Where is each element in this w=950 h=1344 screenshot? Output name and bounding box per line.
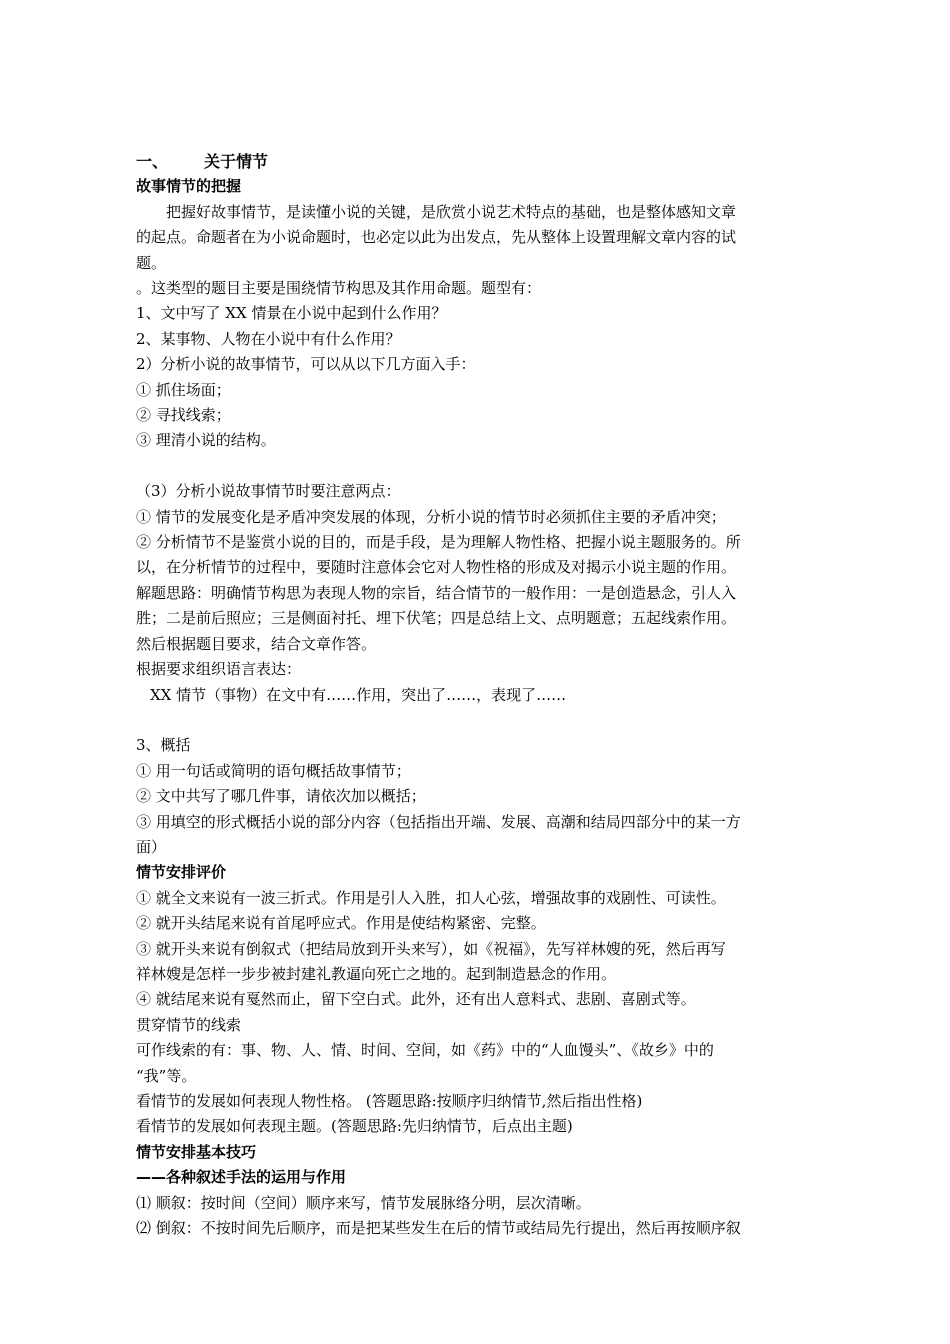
paragraph-line: “我”等。 (136, 1066, 197, 1085)
list-item: ② 分析情节不是鉴赏小说的目的，而是手段，是为理解人物性格、把握小说主题服务的。所 (136, 533, 741, 552)
paragraph-line: 胜；二是前后照应；三是侧面衬托、埋下伏笔；四是总结上文、点明题意；五起线索作用。 (136, 609, 737, 628)
list-item: ④ 就结尾来说有戛然而止，留下空白式。此外，还有出人意料式、悲剧、喜剧式等。 (136, 990, 696, 1009)
list-item: ⑴ 顺叙：按时间（空间）顺序来写，情节发展脉络分明，层次清晰。 (136, 1193, 591, 1212)
list-item: ① 情节的发展变化是矛盾冲突发展的体现，分析小说的情节时必须抓住主要的矛盾冲突； (136, 507, 726, 526)
heading-one (136, 149, 816, 174)
list-item: ① 就全文来说有一波三折式。作用是引人入胜，扣人心弦，增强故事的戏剧性、可读性。 (136, 888, 726, 907)
question-types-intro: 。这类型的题目主要是围绕情节构思及其作用命题。题型有： (136, 279, 542, 298)
notes-title: （3）分析小说故事情节时要注意两点： (136, 482, 401, 501)
expression-title: 根据要求组织语言表达： (136, 660, 302, 679)
paragraph-line: 的起点。命题者在为小说命题时，也必定以此为出发点，先从整体上设置理解文章内容的试 (136, 228, 737, 247)
paragraph-line: 然后根据题目要求，结合文章作答。 (136, 634, 377, 653)
heading-number: 一、 (136, 152, 169, 171)
section-title-plot-techniques: 情节安排基本技巧 (136, 1142, 257, 1161)
list-item: ③ 理清小说的结构。 (136, 431, 276, 450)
list-item: ③ 就开头来说有倒叙式（把结局放到开头来写），如《祝福》，先写祥林嫂的死，然后再写 (136, 939, 726, 958)
question-item: 1、文中写了 XX 情景在小说中起到什么作用？ (136, 304, 447, 323)
paragraph-line: 可作线索的有：事、物、人、情、时间、空间，如《药》中的“人血馒头”、《故乡》中的 (136, 1041, 714, 1060)
document-body (136, 149, 816, 1241)
paragraph-line: 祥林嫂是怎样一步步被封建礼教逼向死亡之地的。起到制造悬念的作用。 (136, 964, 617, 983)
paragraph-line: 把握好故事情节，是读懂小说的关键，是欣赏小说艺术特点的基础，也是整体感知文章 (166, 202, 737, 221)
blank-line (136, 454, 816, 479)
paragraph-line: 看情节的发展如何表现主题。(答题思路:先归纳情节，后点出主题) (136, 1117, 573, 1136)
section-subtitle: ——各种叙述手法的运用与作用 (136, 1168, 347, 1187)
list-item: ① 用一句话或简明的语句概括故事情节； (136, 761, 411, 780)
list-item: ③ 用填空的形式概括小说的部分内容（包括指出开端、发展、高潮和结局四部分中的某一方 (136, 812, 741, 831)
question-item: 2、某事物、人物在小说中有什么作用？ (136, 329, 401, 348)
paragraph-line: 看情节的发展如何表现人物性格。 (答题思路:按顺序归纳情节,然后指出性格) (136, 1092, 643, 1110)
list-item: ② 就开头结尾来说有首尾呼应式。作用是使结构紧密、完整。 (136, 914, 546, 933)
paragraph-line: 面） (136, 837, 167, 856)
clue-title: 贯穿情节的线索 (136, 1015, 242, 1034)
expression-template: XX 情节（事物）在文中有……作用，突出了……，表现了…… (150, 685, 567, 704)
heading-title: 关于情节 (204, 152, 269, 171)
paragraph-line: 解题思路：明确情节构思为表现人物的宗旨，结合情节的一般作用：一是创造悬念，引人入 (136, 583, 737, 602)
paragraph-line: 以，在分析情节的过程中，要随时注意体会它对人物性格的形成及对揭示小说主题的作用。 (136, 558, 737, 577)
list-item: ⑵ 倒叙：不按时间先后顺序，而是把某些发生在后的情节或结局先行提出，然后再按顺序叙 (136, 1219, 741, 1238)
list-item: ② 文中共写了哪几件事，请依次加以概括； (136, 787, 426, 806)
list-item: ② 寻找线索； (136, 406, 231, 425)
summary-title: 3、概括 (136, 736, 191, 755)
section-title-plot-grasp: 故事情节的把握 (136, 177, 242, 196)
blank-line (136, 708, 816, 733)
section-title-plot-evaluation: 情节安排评价 (136, 863, 227, 882)
question-item: 2）分析小说的故事情节，可以从以下几方面入手： (136, 355, 476, 374)
list-item: ① 抓住场面； (136, 380, 231, 399)
paragraph-line: 题。 (136, 253, 167, 272)
